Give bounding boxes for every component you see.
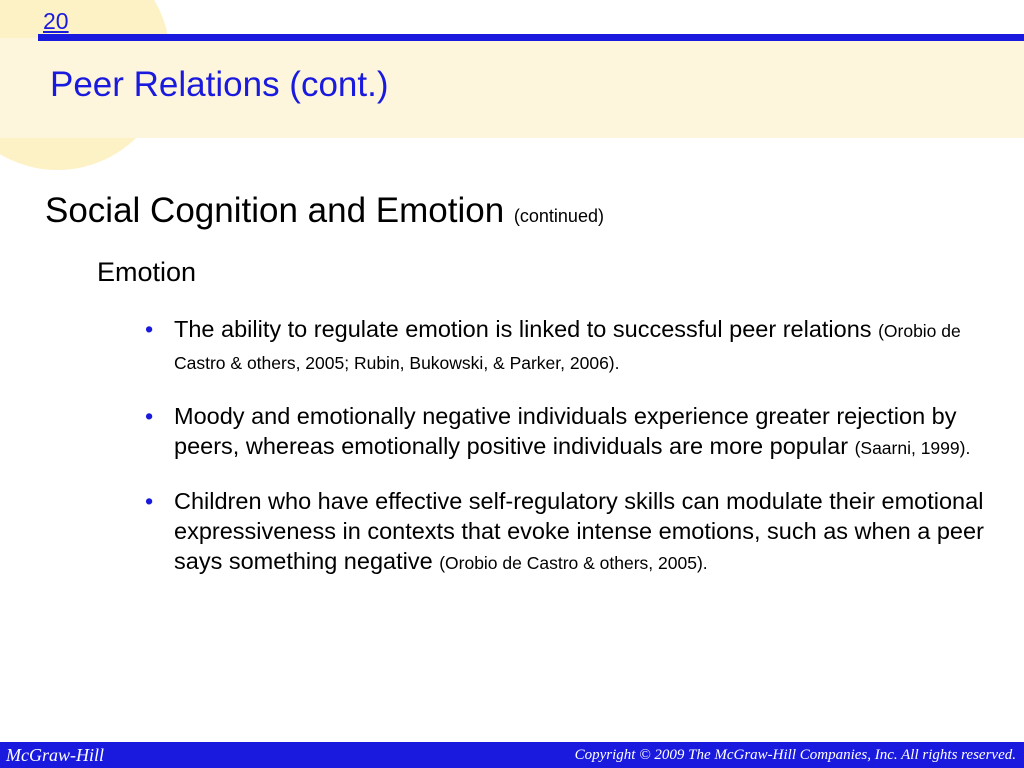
bullet-item: [145, 486, 985, 578]
slide-number: 20: [43, 8, 69, 34]
footer-bar: [0, 742, 1024, 768]
bullet-dot-icon: •: [145, 488, 154, 514]
bullet-text: Children who have effective self-regulatory skills can modulate their emotional expressiveness in contexts that evoke intense emotions, such as when a peer says something negative: [174, 488, 984, 574]
bullet-text: Moody and emotionally negative individuals experience greater rejection by peers, whereas emotionally positive individuals are more popular: [174, 403, 957, 459]
title-rule: [38, 34, 1024, 41]
bullet-dot-icon: •: [145, 316, 154, 342]
section-note: (continued): [513, 206, 604, 226]
publisher-name: McGraw-Hill: [6, 745, 104, 765]
sub-heading: Emotion: [97, 257, 197, 287]
bullet-text: The ability to regulate emotion is linked to successful peer relations: [174, 316, 872, 342]
bullet-list: [145, 314, 985, 601]
copyright-notice: Copyright © 2009 The McGraw-Hill Companies, Inc. All rights reserved.: [574, 747, 1016, 763]
section-heading-text: Social Cognition and Emotion: [45, 191, 505, 230]
slide-title: Peer Relations (cont.): [50, 65, 389, 104]
bullet-dot-icon: •: [145, 403, 154, 429]
bullet-item: [145, 314, 985, 378]
bullet-citation: (Orobio de Castro & others, 2005; Rubin, Bukowski, & Parker, 2006).: [174, 321, 961, 373]
bullet-citation: (Orobio de Castro & others, 2005).: [439, 553, 708, 573]
bullet-citation: (Saarni, 1999).: [854, 438, 971, 458]
bullet-item: [145, 401, 985, 463]
section-heading: [45, 190, 604, 237]
